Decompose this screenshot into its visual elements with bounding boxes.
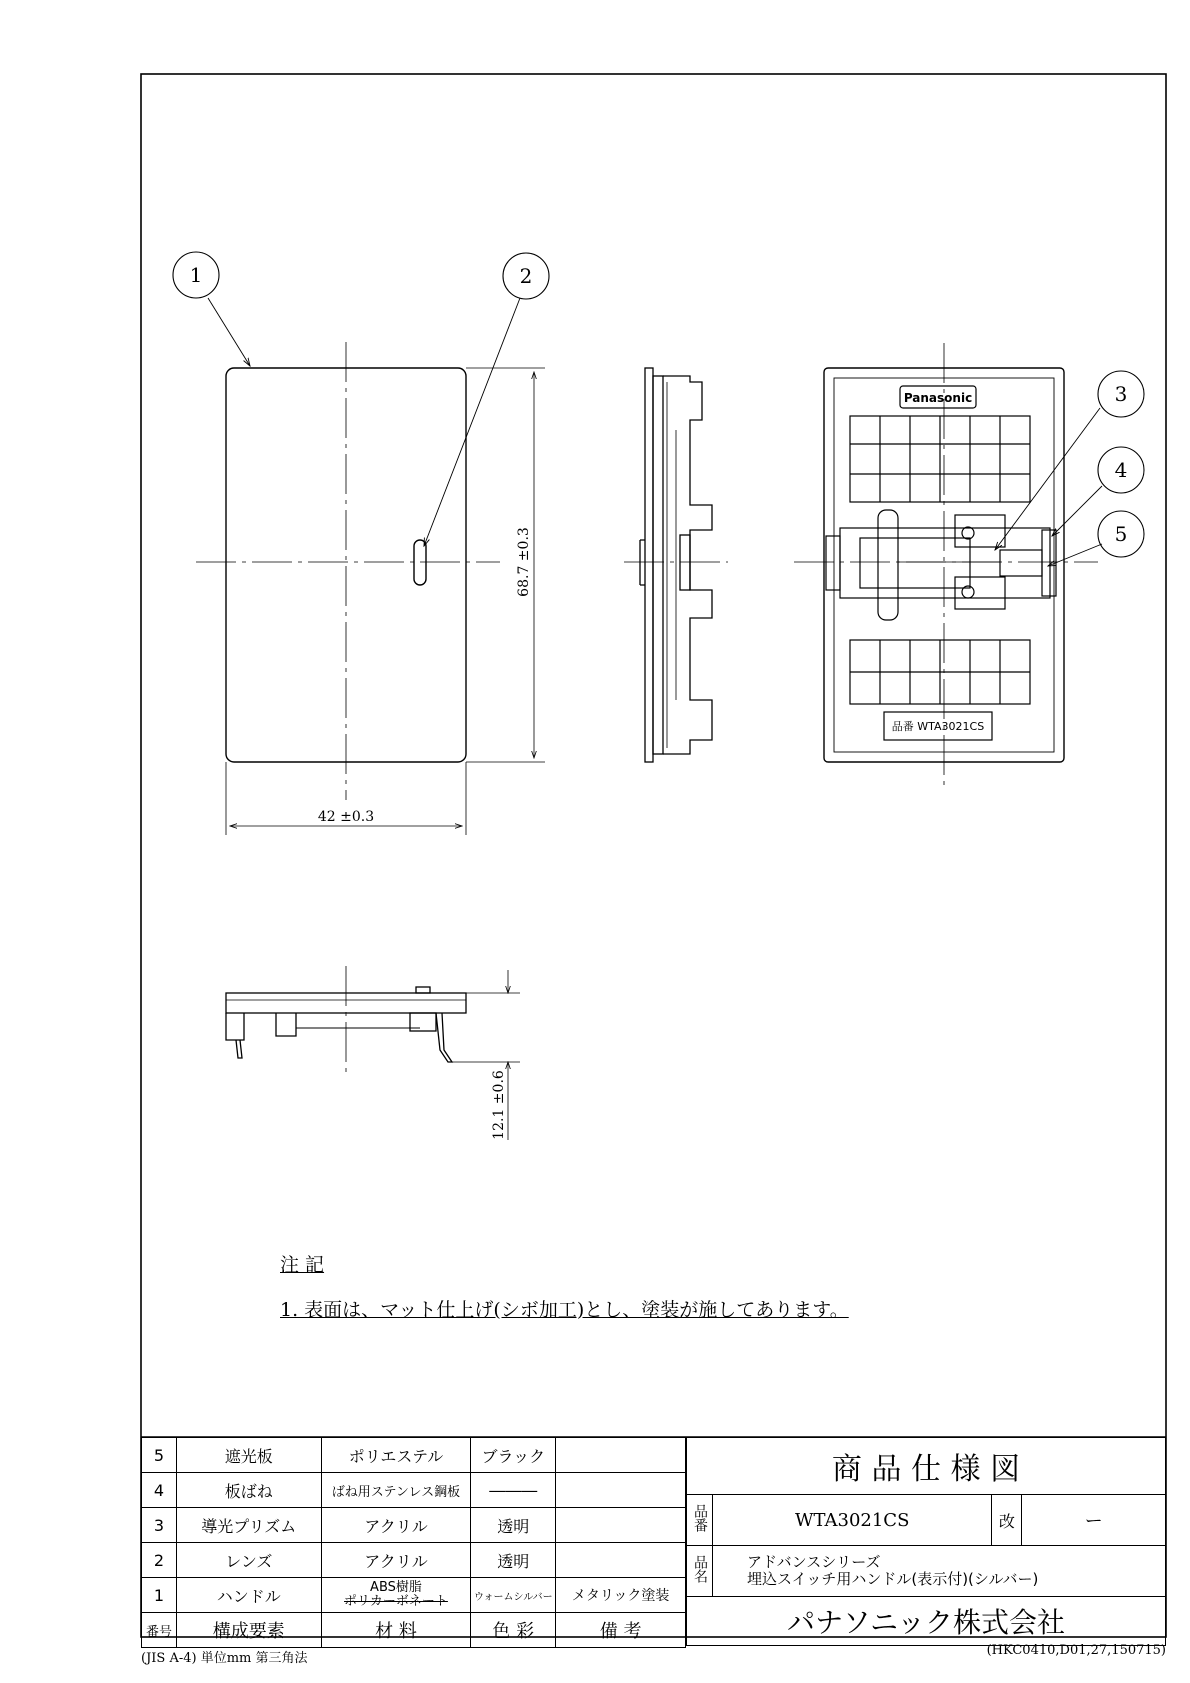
table-row bbox=[142, 1473, 686, 1508]
part-no: WTA3021CS bbox=[712, 1495, 991, 1546]
row-material-line1: ABS樹脂 bbox=[370, 1580, 422, 1595]
table-row bbox=[142, 1438, 686, 1473]
header-color: 色 彩 bbox=[471, 1613, 556, 1648]
row-remarks bbox=[556, 1543, 686, 1578]
bottom-view bbox=[226, 966, 520, 1140]
notes bbox=[280, 1250, 849, 1340]
footer-right: (HKC0410,D01,27,150715) bbox=[986, 1643, 1166, 1658]
row-component: 遮光板 bbox=[176, 1438, 321, 1473]
row-no: 3 bbox=[142, 1508, 177, 1543]
title-block bbox=[686, 1437, 1166, 1646]
row-remarks: メタリック塗装 bbox=[556, 1578, 686, 1613]
brand-logo: Panasonic bbox=[903, 391, 973, 405]
product-name bbox=[712, 1546, 1165, 1597]
row-component: 板ばね bbox=[176, 1473, 321, 1508]
row-material-line2: ポリカーボネート bbox=[344, 1594, 448, 1609]
row-component: レンズ bbox=[176, 1543, 321, 1578]
revision-value: ー bbox=[1022, 1495, 1166, 1546]
part-marking: 品番 WTA3021CS bbox=[891, 720, 985, 733]
revision-label: 改 bbox=[992, 1495, 1022, 1546]
company-name: パナソニック株式会社 bbox=[687, 1597, 1166, 1646]
callout-1: 1 bbox=[189, 263, 203, 287]
row-no: 4 bbox=[142, 1473, 177, 1508]
drawing-title: 商 品 仕 様 図 bbox=[687, 1438, 1166, 1495]
row-material: ポリエステル bbox=[321, 1438, 471, 1473]
row-color: 透明 bbox=[471, 1543, 556, 1578]
row-component: ハンドル bbox=[176, 1578, 321, 1613]
callout-4: 4 bbox=[1114, 458, 1128, 482]
product-name-line1: アドバンスシリーズ bbox=[746, 1553, 881, 1571]
header-remarks: 備 考 bbox=[556, 1613, 686, 1648]
row-component: 導光プリズム bbox=[176, 1508, 321, 1543]
callout-3: 3 bbox=[1114, 382, 1128, 406]
row-remarks bbox=[556, 1508, 686, 1543]
notes-heading: 注 記 bbox=[280, 1254, 325, 1276]
part-no-label-text: 品番 bbox=[691, 1504, 708, 1532]
row-color: ブラック bbox=[471, 1438, 556, 1473]
note-item-1: 1. 表面は、マット仕上げ(シボ加工)とし、塗装が施してあります。 bbox=[280, 1299, 849, 1321]
row-material: ばね用ステンレス鋼板 bbox=[321, 1473, 471, 1508]
name-label bbox=[687, 1546, 713, 1597]
drawing-border bbox=[141, 74, 1166, 1637]
footer-left: (JIS A-4) 単位mm 第三角法 bbox=[141, 1651, 308, 1666]
callout-2: 2 bbox=[519, 264, 533, 288]
dimension-width: 42 ±0.3 bbox=[317, 809, 375, 825]
row-no: 1 bbox=[142, 1578, 177, 1613]
dimension-depth: 12.1 ±0.6 bbox=[491, 1070, 507, 1140]
row-color: ウォームシルバー bbox=[471, 1578, 556, 1613]
table-row bbox=[142, 1508, 686, 1543]
front-view bbox=[173, 252, 549, 835]
row-no: 5 bbox=[142, 1438, 177, 1473]
table-header-row bbox=[142, 1613, 686, 1648]
part-no-label bbox=[687, 1495, 713, 1546]
table-row bbox=[142, 1578, 686, 1613]
row-no: 2 bbox=[142, 1543, 177, 1578]
row-material: アクリル bbox=[321, 1508, 471, 1543]
row-material: アクリル bbox=[321, 1543, 471, 1578]
row-remarks bbox=[556, 1473, 686, 1508]
dimension-height: 68.7 ±0.3 bbox=[516, 527, 532, 597]
name-label-text: 品名 bbox=[691, 1555, 708, 1583]
row-remarks bbox=[556, 1438, 686, 1473]
callout-5: 5 bbox=[1114, 522, 1128, 546]
header-component: 構成要素 bbox=[176, 1613, 321, 1648]
lens-slot bbox=[414, 540, 426, 585]
header-no: 番号 bbox=[142, 1613, 177, 1648]
side-view bbox=[624, 368, 728, 762]
row-color: ――― bbox=[471, 1473, 556, 1508]
header-material: 材 料 bbox=[321, 1613, 471, 1648]
table-row bbox=[142, 1543, 686, 1578]
product-name-line2: 埋込スイッチ用ハンドル(表示付)(シルバー) bbox=[746, 1570, 1039, 1588]
row-color: 透明 bbox=[471, 1508, 556, 1543]
parts-table bbox=[141, 1437, 686, 1648]
row-material bbox=[321, 1578, 471, 1613]
